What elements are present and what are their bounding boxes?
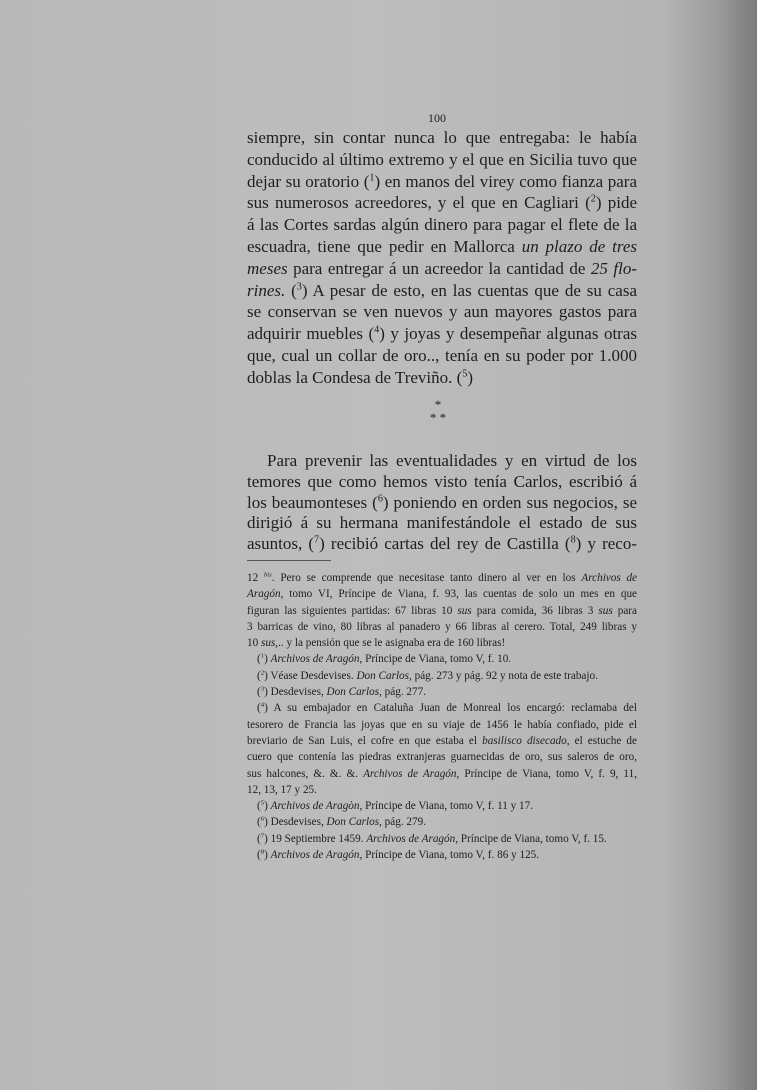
text-run: ( xyxy=(257,686,261,699)
footnote-line xyxy=(247,814,637,830)
text-line xyxy=(247,513,637,534)
text-run: , Príncipe de Viana, tomo V, f. 10. xyxy=(359,653,512,666)
text-run: dirigió á su hermana manifestándole el estado de sus xyxy=(247,513,637,533)
text-line xyxy=(247,345,637,367)
italic-text: un plazo de tres xyxy=(521,236,637,256)
asterism-top: * xyxy=(434,397,442,412)
text-run: , Príncipe de Viana, tomo V, f. 15. xyxy=(455,832,607,845)
italic-text: sus xyxy=(260,637,276,650)
footnote-marker: 8 xyxy=(570,534,576,546)
footnote-marker: 5 xyxy=(260,799,265,807)
text-run: ) Desdevises, xyxy=(264,816,327,829)
text-line xyxy=(247,367,637,389)
text-run: . Pero se comprende que necesitase tanto dinero al ver en los xyxy=(271,572,582,584)
footnote-marker: bis xyxy=(263,571,272,579)
text-run: adquirir muebles ( xyxy=(247,324,375,344)
italic-text: 25 flo- xyxy=(590,258,637,278)
footnote-line xyxy=(247,570,637,586)
footnote-line xyxy=(247,847,637,863)
text-run: Para prevenir las eventualidades y en virtud de los xyxy=(267,451,637,470)
text-line xyxy=(247,149,637,171)
footnote-line xyxy=(247,831,637,847)
footnote-line xyxy=(247,766,637,782)
italic-text: Archivos de Aragón xyxy=(270,849,360,862)
text-run: asuntos, ( xyxy=(247,534,315,554)
text-line xyxy=(247,301,637,323)
text-line xyxy=(247,258,637,280)
text-run: ) xyxy=(467,367,474,387)
text-line xyxy=(247,214,637,236)
footnote-line xyxy=(247,635,637,651)
text-run: siempre, sin contar nunca lo que entregaba: le había xyxy=(247,128,637,147)
footnote-marker: 3 xyxy=(260,685,265,693)
text-run: doblas la Condesa de Treviño. ( xyxy=(247,367,463,387)
footnote-marker: 3 xyxy=(296,280,302,292)
italic-text: Archivos de Aragón xyxy=(363,767,457,780)
text-run: , Príncipe de Viana, tomo V, f. 11 y 17. xyxy=(359,800,534,813)
text-run: sus halcones, &. &. &. xyxy=(247,767,364,780)
text-run: ) en manos del virey como fianza para xyxy=(374,171,637,191)
footnote-line xyxy=(247,798,637,814)
text-run: ) Véase Desdevises. xyxy=(264,669,357,682)
italic-text: basilisco disecado xyxy=(482,734,567,747)
page-number: 100 xyxy=(428,111,446,125)
text-line xyxy=(247,493,637,514)
text-run: ( xyxy=(257,669,261,682)
text-run: para entregar á un acreedor la cantidad de xyxy=(287,258,591,278)
italic-text: Aragón xyxy=(247,588,281,601)
text-run: ( xyxy=(257,816,261,829)
text-run: los beaumonteses ( xyxy=(247,492,378,512)
italic-text: Archivos de Aragón xyxy=(366,832,456,845)
text-run: que, cual un collar de oro.., tenía en su poder por 1.000 xyxy=(247,345,637,365)
text-run: para xyxy=(612,604,637,617)
text-run: 12 xyxy=(247,572,264,584)
footnote-marker: 2 xyxy=(590,193,596,205)
footnote-marker: 8 xyxy=(260,848,265,856)
text-run: ( xyxy=(257,702,261,715)
text-run: , Príncipe de Viana, tomo V, f. 86 y 125. xyxy=(359,849,540,862)
paragraph-1 xyxy=(247,127,637,389)
text-run: ( xyxy=(257,849,261,862)
italic-text: rines. xyxy=(247,280,286,300)
text-run: sus numerosos acreedores, y el que en Cagliari ( xyxy=(247,193,591,213)
text-run: ) xyxy=(264,849,271,862)
footnotes xyxy=(247,570,637,863)
text-run: para comida, 36 libras 3 xyxy=(471,604,599,617)
text-run: , pág. 279. xyxy=(379,816,426,829)
footnote-marker: 6 xyxy=(260,815,265,823)
footnote-line xyxy=(247,782,637,798)
text-run: breviario de San Luis, el cofre en que estaba el xyxy=(247,734,483,747)
text-run: se conservan se ven nuevos y aun mayores gastos para xyxy=(247,302,637,322)
text-line xyxy=(247,280,637,302)
text-run: , Príncipe de Viana, tomo V, f. 9, 11, xyxy=(456,767,637,780)
italic-text: Archivos de Aragón xyxy=(270,653,360,666)
text-run: tesorero de Francia las joyas que en su viaje de 1456 le había confiado, pide el xyxy=(247,718,637,731)
text-run: 3 barricas de vino, 80 libras al panadero y 66 libras al cerero. Total, 249 libras y xyxy=(247,620,637,633)
text-run: ) y reco- xyxy=(575,534,637,554)
text-run: ) recibió cartas del rey de Castilla ( xyxy=(319,534,571,554)
text-run: cuero que contenía las piedras extranjeras guarnecidas de oro, sus saleros de oro, xyxy=(247,751,637,764)
footnote-marker: 4 xyxy=(260,701,265,709)
text-line xyxy=(247,236,637,258)
text-run: ) Desdevises, xyxy=(264,686,327,699)
text-run: ) xyxy=(264,800,271,813)
italic-text: Archivos de Aragòn xyxy=(270,800,360,813)
footnote-line xyxy=(247,749,637,765)
asterism-bottom: * * xyxy=(429,410,447,425)
text-run: ( xyxy=(257,832,261,845)
footnote-marker: 7 xyxy=(314,534,320,546)
text-run: dejar su oratorio ( xyxy=(247,171,370,191)
footnote-marker: 2 xyxy=(260,669,265,677)
footnote-marker: 1 xyxy=(260,652,265,660)
text-line xyxy=(247,171,637,193)
text-line xyxy=(247,472,637,493)
text-line xyxy=(247,192,637,214)
text-run: 12, 13, 17 y 25. xyxy=(247,783,317,796)
text-run: ( xyxy=(285,280,297,300)
footnote-rule xyxy=(247,560,331,561)
text-run: , pág. 277. xyxy=(379,686,426,699)
text-run: conducido al último extremo y el que en Sicilia tuvo que xyxy=(247,149,637,169)
text-line xyxy=(247,534,637,555)
footnote-marker: 7 xyxy=(260,832,265,840)
text-run: figuran las siguientes partidas: 67 libras 10 xyxy=(247,604,458,617)
text-run: escuadra, tiene que pedir en Mallorca xyxy=(247,236,522,256)
text-run: ) xyxy=(264,653,271,666)
footnote-line xyxy=(247,651,637,667)
text-run: , el estuche de xyxy=(566,734,637,747)
text-run: ) 19 Septiembre 1459. xyxy=(264,832,367,845)
footnote-marker: 1 xyxy=(369,171,375,183)
italic-text: Don Carlos xyxy=(326,686,380,699)
text-run: , pág. 273 y pág. 92 y nota de este trabajo. xyxy=(409,669,598,682)
text-run: ( xyxy=(257,653,261,666)
text-line xyxy=(247,127,637,149)
footnote-line xyxy=(247,586,637,602)
footnote-line xyxy=(247,619,637,635)
footnote-line xyxy=(247,733,637,749)
italic-text: meses xyxy=(247,258,288,278)
text-run: temores que como hemos visto tenía Carlos, escribió á xyxy=(247,471,637,491)
italic-text: Don Carlos xyxy=(326,816,380,829)
footnote-line xyxy=(247,603,637,619)
footnote-marker: 6 xyxy=(377,492,383,504)
italic-text: Archivos de xyxy=(581,572,638,584)
paragraph-2 xyxy=(247,451,637,555)
italic-text: Don Carlos xyxy=(356,669,409,682)
footnote-marker: 5 xyxy=(462,368,468,380)
footnote-line xyxy=(247,717,637,733)
footnote-line xyxy=(247,700,637,716)
text-run: ( xyxy=(257,800,261,813)
asterism-divider xyxy=(420,398,456,424)
footnote-line xyxy=(247,668,637,684)
footnote-line xyxy=(247,684,637,700)
italic-text: sus xyxy=(457,604,472,617)
text-line xyxy=(247,451,637,472)
text-run: ) y joyas y desempeñar algunas otras xyxy=(379,324,637,344)
text-run: ) A su embajador en Cataluña Juan de Monreal los encargó: reclamaba del xyxy=(264,702,637,715)
text-run: , tomo VI, Príncipe de Viana, f. 93, las cuentas de solo un mes en que xyxy=(280,588,637,601)
text-run: á las Cortes sardas algún dinero para pagar el flete de la xyxy=(247,215,637,235)
text-run: 10 xyxy=(247,637,261,650)
italic-text: sus xyxy=(598,604,613,617)
text-run: ) poniendo en orden sus negocios, se xyxy=(382,492,637,512)
text-run: ) pide xyxy=(595,193,637,213)
text-run: ) A pesar de esto, en las cuentas que de su casa xyxy=(301,280,637,300)
footnote-marker: 4 xyxy=(374,324,380,336)
text-line xyxy=(247,323,637,345)
text-run: ,.. y la pensión que se le asignaba era de 160 libras! xyxy=(275,637,506,650)
